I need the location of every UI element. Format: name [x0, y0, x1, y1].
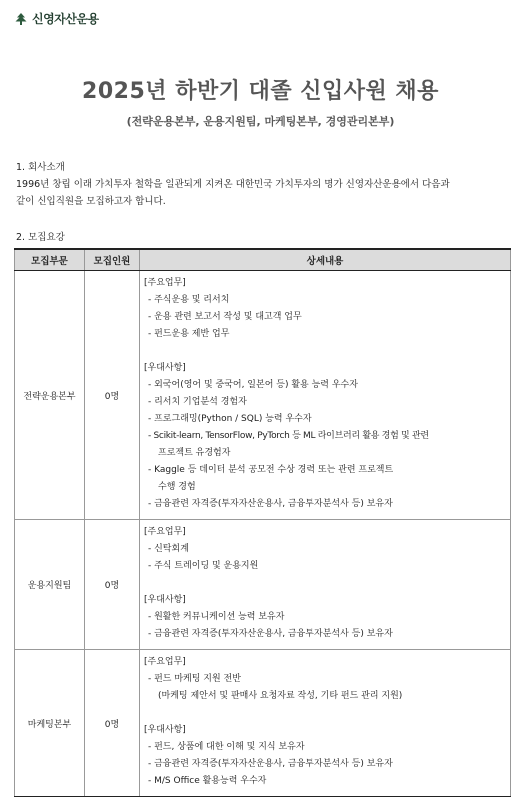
duty-item: - 펀드운용 제반 업무 — [148, 329, 230, 339]
intro-line: 같이 신입직원을 모집하고자 합니다. — [16, 196, 166, 207]
preference-item-continued: 수행 경험 — [158, 482, 196, 492]
preference-item: - 펀드, 상품에 대한 이해 및 지식 보유자 — [148, 742, 305, 752]
table-row — [15, 520, 511, 650]
column-header-headcount: 모집인원 — [85, 249, 140, 271]
table-row — [15, 650, 511, 797]
duty-item: - 주식 트레이딩 및 운용지원 — [148, 561, 259, 571]
department-cell: 운용지원팀 — [15, 520, 85, 650]
preference-item: - 금융관련 자격증(투자자산운용사, 금융투자분석사 등) 보유자 — [148, 629, 393, 639]
duty-item: - 펀드 마케팅 지원 전반 — [148, 674, 241, 684]
intro-line: 1996년 창립 이래 가치투자 철학을 일관되게 지켜온 대한민국 가치투자의 명가 신영자산운용에서 다음과 — [16, 179, 450, 190]
preference-item: - 외국어(영어 및 중국어, 일본어 등) 활용 능력 우수자 — [148, 380, 358, 390]
duty-item: - 운용 관련 보고서 작성 및 대고객 업무 — [148, 312, 302, 322]
duty-item: - 주식운용 및 리서치 — [148, 295, 230, 305]
preferences-title: [우대사항] — [144, 725, 186, 735]
headcount-cell: 0명 — [85, 650, 140, 797]
preference-item: - 리서치 기업분석 경험자 — [148, 397, 247, 407]
preference-item: - Kaggle 등 데이터 분석 공모전 수상 경력 또는 관련 프로젝트 — [148, 465, 394, 475]
preferences-title: [우대사항] — [144, 595, 186, 605]
section-company-intro-heading: 1. 회사소개 — [16, 162, 65, 173]
details-cell — [140, 520, 511, 650]
preference-item: - 금융관련 자격증(투자자산운용사, 금융투자분석사 등) 보유자 — [148, 759, 393, 769]
duty-item: - 신탁회계 — [148, 544, 189, 554]
table-row — [15, 271, 511, 520]
preference-item: - 프로그래밍(Python / SQL) 능력 우수자 — [148, 414, 312, 424]
column-header-department: 모집부문 — [15, 249, 85, 271]
table-header-row — [15, 249, 511, 271]
duties-title: [주요업무] — [144, 278, 186, 288]
page-subtitle: (전략운용본부, 운용지원팀, 마케팅본부, 경영관리본부) — [126, 115, 395, 128]
section-recruitment-heading: 2. 모집요강 — [16, 232, 65, 243]
preference-item: - 금융관련 자격증(투자자산운용사, 금융투자분석사 등) 보유자 — [148, 499, 393, 509]
preferences-title: [우대사항] — [144, 363, 186, 373]
company-intro-text — [16, 176, 510, 210]
details-cell — [140, 650, 511, 797]
preference-item: - M/S Office 활용능력 우수자 — [148, 776, 267, 786]
preference-item-continued: 프로젝트 유경험자 — [158, 448, 231, 458]
tree-icon — [14, 12, 28, 26]
preference-item: - 원활한 커뮤니케이션 능력 보유자 — [148, 612, 285, 622]
recruitment-table — [14, 248, 511, 797]
department-cell: 전략운용본부 — [15, 271, 85, 520]
duty-item-continued: (마케팅 제안서 및 판매사 요청자료 작성, 기타 펀드 관리 지원) — [158, 691, 403, 701]
details-cell — [140, 271, 511, 520]
duties-title: [주요업무] — [144, 657, 186, 667]
page-title: 2025년 하반기 대졸 신입사원 채용 — [82, 79, 439, 104]
duties-title: [주요업무] — [144, 527, 186, 537]
headcount-cell: 0명 — [85, 271, 140, 520]
company-logo — [14, 10, 99, 27]
headcount-cell: 0명 — [85, 520, 140, 650]
column-header-details: 상세내용 — [140, 249, 511, 271]
logo-text: 신영자산운용 — [32, 12, 99, 26]
preference-item: - Scikit-learn, TensorFlow, PyTorch 등 ML 라이브러리 활용 경험 및 관련 — [148, 431, 429, 441]
department-cell: 마케팅본부 — [15, 650, 85, 797]
